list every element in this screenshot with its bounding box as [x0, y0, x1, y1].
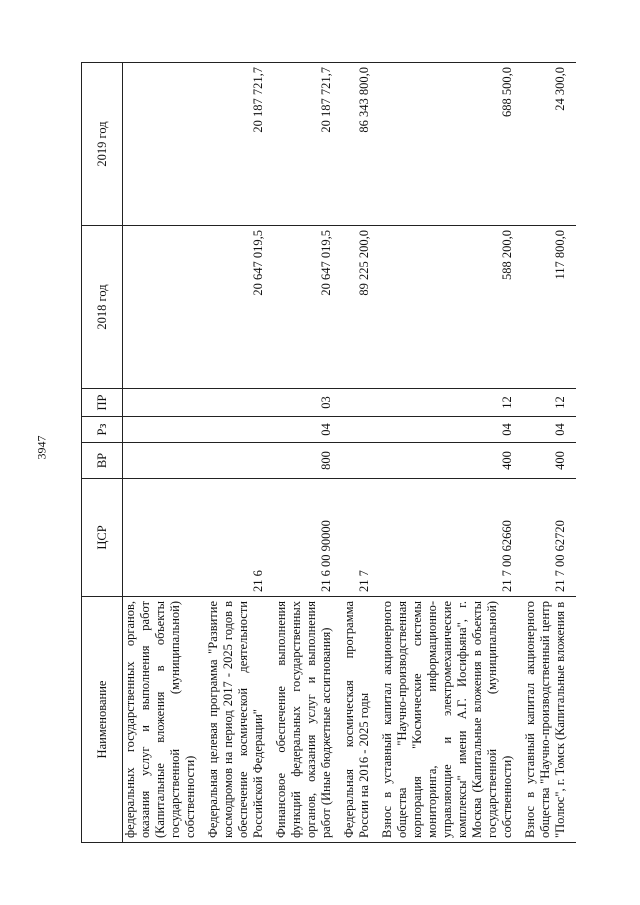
row-rz — [206, 417, 274, 443]
row-name: Взнос в уставный капитал акционерного общества "Научно-производственная корпорация "Космические системы мониторинга, информационно-управляющие и электромеханические комплексы" имени А.Г. Иосифьяна", г. Москва (Капитальные вложения в объекты государственной (муниципальной) собственности) — [380, 597, 523, 843]
header-2018: 2018 год — [82, 226, 123, 389]
row-2018: 588 200,0 — [380, 226, 523, 389]
row-2019: 688 500,0 — [380, 63, 523, 226]
row-csr: 21 6 00 90000 — [274, 479, 342, 597]
row-pr: 03 — [274, 389, 342, 417]
row-2018: 117 800,0 — [523, 226, 576, 389]
row-vr — [123, 443, 207, 479]
row-name: Федеральная целевая программа "Развитие космодромов на период 2017 - 2025 годов в обеспечение космической деятельности Российской Федерации" — [206, 597, 274, 843]
row-csr: 21 7 00 62660 — [380, 479, 523, 597]
row-2018: 89 225 200,0 — [342, 226, 380, 389]
row-name: Федеральная космическая программа России на 2016 - 2025 годы — [342, 597, 380, 843]
row-csr — [123, 479, 207, 597]
row-pr — [342, 389, 380, 417]
row-2018: 20 647 019,5 — [274, 226, 342, 389]
row-2019: 86 343 800,0 — [342, 63, 380, 226]
row-vr — [206, 443, 274, 479]
header-pr: ПР — [82, 389, 123, 417]
table-row — [523, 63, 576, 843]
row-rz: 04 — [523, 417, 576, 443]
row-2018: 20 647 019,5 — [206, 226, 274, 389]
row-2019: 24 300,0 — [523, 63, 576, 226]
row-2019: 20 187 721,7 — [274, 63, 342, 226]
table-row — [342, 63, 380, 843]
table-header-row — [82, 63, 123, 843]
header-rz: Рз — [82, 417, 123, 443]
row-name: Взнос в уставный капитал акционерного общества "Научно-производственный центр "Полюс", г. Томск (Капитальные вложения в — [523, 597, 576, 843]
row-vr: 400 — [523, 443, 576, 479]
row-rz — [342, 417, 380, 443]
row-rz: 04 — [274, 417, 342, 443]
row-vr — [342, 443, 380, 479]
row-2018 — [123, 226, 207, 389]
row-vr: 400 — [380, 443, 523, 479]
header-vr: ВР — [82, 443, 123, 479]
row-name: Финансовое обеспечение выполнения функций федеральных государственных органов, оказания услуг и выполнения работ (Иные бюджетные ассигнования) — [274, 597, 342, 843]
header-2019: 2019 год — [82, 63, 123, 226]
row-rz — [123, 417, 207, 443]
row-pr: 12 — [523, 389, 576, 417]
header-name: Наименование — [82, 597, 123, 843]
row-name: федеральных государственных органов, оказания услуг и выполнения работ (Капитальные вложения в объекты государственной (муниципальной) собственности) — [123, 597, 207, 843]
row-pr — [123, 389, 207, 417]
row-2019: 20 187 721,7 — [206, 63, 274, 226]
row-pr: 12 — [380, 389, 523, 417]
row-csr: 21 7 — [342, 479, 380, 597]
table-row — [380, 63, 523, 843]
row-2019 — [123, 63, 207, 226]
table-row — [274, 63, 342, 843]
row-csr: 21 7 00 62720 — [523, 479, 576, 597]
row-csr: 21 6 — [206, 479, 274, 597]
budget-table — [81, 62, 576, 843]
row-pr — [206, 389, 274, 417]
table-row — [123, 63, 207, 843]
rotated-page-content — [81, 63, 586, 843]
header-csr: ЦСР — [82, 479, 123, 597]
table-row — [206, 63, 274, 843]
row-vr: 800 — [274, 443, 342, 479]
row-rz: 04 — [380, 417, 523, 443]
page-number: 3947 — [34, 435, 49, 460]
